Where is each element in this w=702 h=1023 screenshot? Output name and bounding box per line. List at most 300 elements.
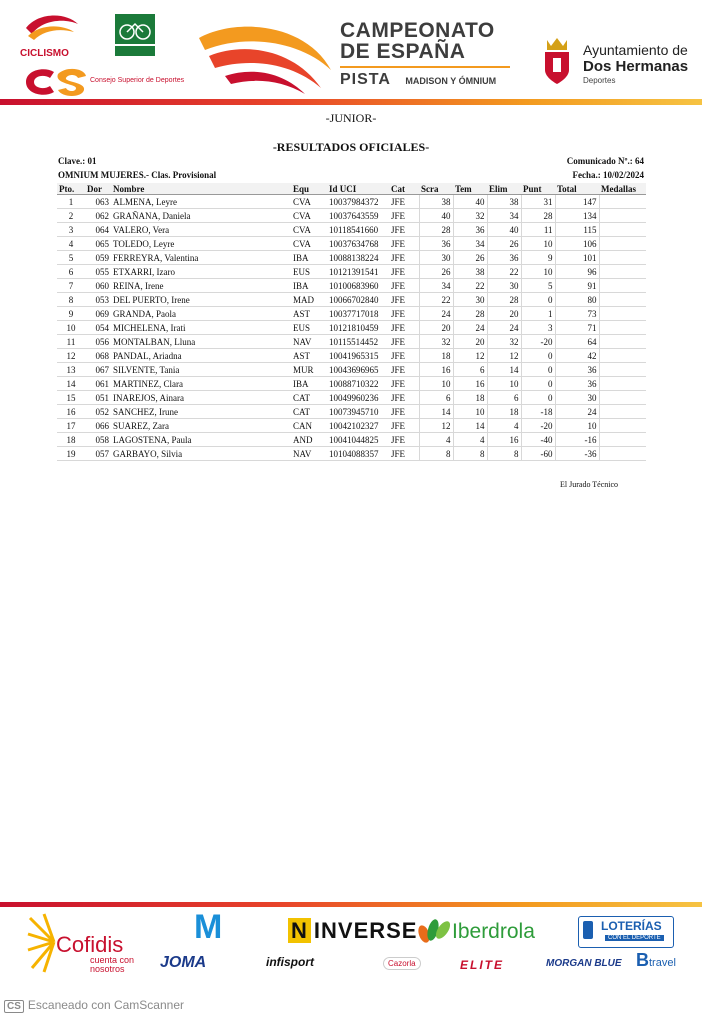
table-cell: ETXARRI, Izaro — [111, 265, 291, 279]
event-title — [340, 20, 510, 89]
table-cell: 056 — [85, 335, 111, 349]
table-row — [57, 377, 646, 391]
table-cell: 14 — [419, 405, 453, 419]
table-cell: -40 — [521, 433, 555, 447]
table-cell: 063 — [85, 195, 111, 209]
table-cell: 36 — [555, 377, 599, 391]
table-cell: 10 — [57, 321, 85, 335]
table-cell: 96 — [555, 265, 599, 279]
table-cell: 38 — [453, 265, 487, 279]
table-cell: CAT — [291, 391, 327, 405]
table-cell: 6 — [487, 391, 521, 405]
discipline-subtitle: MADISON Y ÓMNIUM — [405, 76, 497, 86]
table-row — [57, 405, 646, 419]
table-row — [57, 293, 646, 307]
iberdrola-logo: Iberdrola — [452, 920, 535, 943]
title-line-2: DE ESPAÑA — [340, 40, 466, 63]
loterias-logo — [578, 916, 674, 948]
table-cell: 064 — [85, 223, 111, 237]
table-cell: -16 — [555, 433, 599, 447]
table-cell: 12 — [57, 349, 85, 363]
event-label: OMNIUM MUJERES.- Clas. Provisional — [58, 170, 217, 180]
table-cell: JFE — [389, 307, 419, 321]
table-cell: 30 — [453, 293, 487, 307]
col-header: Cat — [389, 183, 419, 195]
table-cell — [599, 433, 646, 447]
table-cell: NAV — [291, 335, 327, 349]
table-cell: 18 — [57, 433, 85, 447]
table-cell: 22 — [419, 293, 453, 307]
col-header: Elim — [487, 183, 521, 195]
results-heading: -RESULTADOS OFICIALES- — [272, 140, 430, 154]
table-cell: JFE — [389, 237, 419, 251]
table-cell: 060 — [85, 279, 111, 293]
table-cell: EUS — [291, 265, 327, 279]
table-cell: 18 — [419, 349, 453, 363]
btravel-logo — [636, 950, 676, 971]
table-cell: MICHELENA, Irati — [111, 321, 291, 335]
col-header: Pto. — [57, 183, 85, 195]
inverse-text: INVERSE — [313, 918, 418, 943]
table-cell: 5 — [521, 279, 555, 293]
table-cell: JFE — [389, 391, 419, 405]
table-cell: VALERO, Vera — [111, 223, 291, 237]
table-cell: 101 — [555, 251, 599, 265]
btravel-mark-icon: B — [636, 950, 649, 970]
table-cell: 32 — [419, 335, 453, 349]
table-cell: TOLEDO, Leyre — [111, 237, 291, 251]
table-cell: 14 — [57, 377, 85, 391]
table-cell: 28 — [419, 223, 453, 237]
table-cell: 16 — [487, 433, 521, 447]
table-cell: JFE — [389, 349, 419, 363]
table-cell: 0 — [521, 377, 555, 391]
table-cell: 20 — [419, 321, 453, 335]
table-cell: 26 — [453, 251, 487, 265]
ayto-line-3: Deportes — [583, 76, 616, 85]
table-cell — [599, 195, 646, 209]
table-cell: 134 — [555, 209, 599, 223]
table-header-row — [57, 183, 646, 195]
table-cell: 36 — [487, 251, 521, 265]
clave-label: Clave.: 01 — [58, 156, 97, 166]
table-cell: 91 — [555, 279, 599, 293]
table-cell: 71 — [555, 321, 599, 335]
results-table — [57, 183, 646, 461]
col-header: Scra — [419, 183, 453, 195]
discipline-line — [340, 66, 510, 89]
table-cell: 8 — [453, 447, 487, 461]
camscanner-watermark — [4, 998, 184, 1013]
table-cell: 34 — [453, 237, 487, 251]
table-cell: 054 — [85, 321, 111, 335]
table-cell: 062 — [85, 209, 111, 223]
table-cell: -60 — [521, 447, 555, 461]
table-cell: 28 — [453, 307, 487, 321]
table-cell: 42 — [555, 349, 599, 363]
comunicado-label: Comunicado Nº.: 64 — [566, 156, 644, 166]
table-cell: 38 — [419, 195, 453, 209]
table-cell: PANDAL, Ariadna — [111, 349, 291, 363]
table-cell — [599, 209, 646, 223]
table-cell: 10 — [521, 265, 555, 279]
table-cell: DEL PUERTO, Irene — [111, 293, 291, 307]
table-cell: 16 — [419, 363, 453, 377]
table-cell — [599, 419, 646, 433]
table-cell: 10 — [555, 419, 599, 433]
event-row — [58, 170, 646, 180]
coat-of-arms-icon — [541, 36, 573, 86]
table-cell: 32 — [453, 209, 487, 223]
table-cell: SILVENTE, Tania — [111, 363, 291, 377]
table-cell: 069 — [85, 307, 111, 321]
table-row — [57, 363, 646, 377]
table-cell: 051 — [85, 391, 111, 405]
header-divider — [0, 99, 702, 105]
footer-divider — [0, 902, 702, 907]
table-cell: 10 — [521, 237, 555, 251]
table-cell: JFE — [389, 209, 419, 223]
btravel-text: travel — [649, 957, 676, 969]
table-cell: 9 — [521, 251, 555, 265]
table-cell — [599, 391, 646, 405]
table-cell: 26 — [419, 265, 453, 279]
ayuntamiento-logo — [583, 42, 688, 86]
table-cell — [599, 307, 646, 321]
ayto-line-1: Ayuntamiento de — [583, 42, 688, 58]
table-cell: 38 — [487, 195, 521, 209]
andalucia-federation-logo — [113, 12, 157, 58]
table-cell — [599, 335, 646, 349]
table-cell: JFE — [389, 321, 419, 335]
loterias-subtext: CON EL DEPORTE — [605, 935, 664, 941]
cofidis-logo: Cofidis — [56, 932, 124, 957]
table-cell: 16 — [453, 377, 487, 391]
loterias-text: LOTERÍAS — [601, 919, 662, 933]
table-row — [57, 391, 646, 405]
table-cell — [599, 447, 646, 461]
table-cell: CVA — [291, 209, 327, 223]
table-cell: JFE — [389, 433, 419, 447]
table-cell: 068 — [85, 349, 111, 363]
col-header: Dor — [85, 183, 111, 195]
table-cell: 6 — [419, 391, 453, 405]
table-cell: 6 — [57, 265, 85, 279]
table-cell: 147 — [555, 195, 599, 209]
table-cell: 32 — [487, 335, 521, 349]
movistar-logo: M — [194, 908, 223, 946]
table-cell: 053 — [85, 293, 111, 307]
table-cell: 10104088357 — [327, 447, 389, 461]
table-cell: JFE — [389, 223, 419, 237]
table-cell: 11 — [521, 223, 555, 237]
table-cell: FERREYRA, Valentina — [111, 251, 291, 265]
category-title: -JUNIOR- — [325, 111, 377, 125]
table-cell: 10073945710 — [327, 405, 389, 419]
table-cell: JFE — [389, 279, 419, 293]
table-row — [57, 251, 646, 265]
table-cell: 30 — [487, 279, 521, 293]
table-cell: 10121810459 — [327, 321, 389, 335]
morgan-blue-logo: MORGAN BLUE — [546, 958, 622, 969]
table-cell: 10088710322 — [327, 377, 389, 391]
table-cell: 20 — [487, 307, 521, 321]
title-line-1: CAMPEONATO — [340, 19, 495, 42]
table-cell: MAD — [291, 293, 327, 307]
table-cell: 28 — [521, 209, 555, 223]
table-cell: 24 — [555, 405, 599, 419]
table-cell: 5 — [57, 251, 85, 265]
table-cell: 10115514452 — [327, 335, 389, 349]
table-cell: CVA — [291, 195, 327, 209]
table-cell: 14 — [453, 419, 487, 433]
table-cell: 115 — [555, 223, 599, 237]
table-cell: JFE — [389, 251, 419, 265]
table-cell: 24 — [419, 307, 453, 321]
table-cell: 0 — [521, 391, 555, 405]
col-header: Nombre — [111, 183, 291, 195]
clave-row — [58, 156, 646, 166]
table-cell — [599, 377, 646, 391]
table-cell: 8 — [487, 447, 521, 461]
table-cell: 0 — [521, 349, 555, 363]
iberdrola-leaf-icon — [416, 916, 450, 944]
table-cell: AST — [291, 307, 327, 321]
table-cell: GRANDA, Paola — [111, 307, 291, 321]
table-row — [57, 223, 646, 237]
table-cell: -36 — [555, 447, 599, 461]
event-swoosh-graphic — [195, 18, 335, 96]
table-cell: 18 — [487, 405, 521, 419]
table-cell: 10 — [453, 405, 487, 419]
table-cell: 8 — [57, 293, 85, 307]
table-row — [57, 349, 646, 363]
table-cell: 106 — [555, 237, 599, 251]
table-cell: JFE — [389, 419, 419, 433]
col-header: Total — [555, 183, 599, 195]
fecha-label: Fecha.: 10/02/2024 — [572, 170, 644, 180]
table-cell: 14 — [487, 363, 521, 377]
table-cell: REINA, Irene — [111, 279, 291, 293]
table-cell: JFE — [389, 195, 419, 209]
table-cell: 057 — [85, 447, 111, 461]
inverse-logo — [288, 918, 417, 944]
table-cell: JFE — [389, 377, 419, 391]
table-cell — [599, 237, 646, 251]
table-cell: CVA — [291, 223, 327, 237]
table-cell: 1 — [57, 195, 85, 209]
table-cell: 3 — [521, 321, 555, 335]
table-cell: 8 — [419, 447, 453, 461]
camscanner-text: Escaneado con CamScanner — [27, 998, 184, 1012]
table-cell: NAV — [291, 447, 327, 461]
ayto-line-2: Dos Hermanas — [583, 58, 689, 75]
table-cell: 2 — [57, 209, 85, 223]
table-cell: 40 — [487, 223, 521, 237]
table-cell: 10049960236 — [327, 391, 389, 405]
table-cell: 10042102327 — [327, 419, 389, 433]
table-cell: 10037984372 — [327, 195, 389, 209]
col-header: Id UCI — [327, 183, 389, 195]
table-cell: 12 — [487, 349, 521, 363]
table-cell: 4 — [453, 433, 487, 447]
col-header: Punt — [521, 183, 555, 195]
table-row — [57, 447, 646, 461]
table-cell — [599, 363, 646, 377]
table-cell: 6 — [453, 363, 487, 377]
table-cell: 0 — [521, 293, 555, 307]
table-cell: 10043696965 — [327, 363, 389, 377]
table-cell: MUR — [291, 363, 327, 377]
table-row — [57, 279, 646, 293]
table-cell: 10121391541 — [327, 265, 389, 279]
table-cell: 058 — [85, 433, 111, 447]
pista-label: PISTA — [340, 71, 391, 88]
table-cell: 10066702840 — [327, 293, 389, 307]
table-cell: 34 — [487, 209, 521, 223]
table-cell: JFE — [389, 405, 419, 419]
col-header: Tem — [453, 183, 487, 195]
table-cell: 34 — [419, 279, 453, 293]
table-cell: 73 — [555, 307, 599, 321]
table-cell: 4 — [487, 419, 521, 433]
table-cell: SUAREZ, Zara — [111, 419, 291, 433]
results-table-body — [57, 195, 646, 461]
table-cell — [599, 349, 646, 363]
table-cell: -20 — [521, 419, 555, 433]
table-cell: IBA — [291, 279, 327, 293]
table-cell: -20 — [521, 335, 555, 349]
table-cell: 40 — [453, 195, 487, 209]
table-row — [57, 237, 646, 251]
table-cell — [599, 251, 646, 265]
table-cell: JFE — [389, 265, 419, 279]
signature-label: El Jurado Técnico — [560, 480, 619, 489]
page-header — [0, 0, 702, 106]
cofidis-sun-icon — [28, 912, 56, 974]
table-cell: 1 — [521, 307, 555, 321]
table-cell: 10 — [419, 377, 453, 391]
table-row — [57, 209, 646, 223]
table-cell: 31 — [521, 195, 555, 209]
cazorla-logo: Cazorla — [383, 957, 421, 970]
table-cell — [599, 405, 646, 419]
table-row — [57, 195, 646, 209]
table-cell: 16 — [57, 405, 85, 419]
table-cell: 7 — [57, 279, 85, 293]
table-cell: IBA — [291, 377, 327, 391]
table-cell: 36 — [453, 223, 487, 237]
table-cell: 9 — [57, 307, 85, 321]
table-cell: MARTINEZ, Clara — [111, 377, 291, 391]
table-cell: 19 — [57, 447, 85, 461]
table-cell: 22 — [487, 265, 521, 279]
table-cell: 10037717018 — [327, 307, 389, 321]
table-cell: 12 — [419, 419, 453, 433]
table-cell: LAGOSTENA, Paula — [111, 433, 291, 447]
table-cell: 12 — [453, 349, 487, 363]
table-cell: JFE — [389, 335, 419, 349]
table-cell: 061 — [85, 377, 111, 391]
table-cell: 066 — [85, 419, 111, 433]
table-cell: IBA — [291, 251, 327, 265]
table-cell: 055 — [85, 265, 111, 279]
table-cell: EUS — [291, 321, 327, 335]
table-cell: 13 — [57, 363, 85, 377]
table-row — [57, 321, 646, 335]
table-cell: 28 — [487, 293, 521, 307]
table-cell: 30 — [555, 391, 599, 405]
table-cell: 3 — [57, 223, 85, 237]
col-header: Medallas — [599, 183, 646, 195]
table-cell: 36 — [555, 363, 599, 377]
table-cell: JFE — [389, 447, 419, 461]
table-row — [57, 307, 646, 321]
cofidis-tagline: cuenta con nosotros — [90, 955, 135, 974]
table-cell: 18 — [453, 391, 487, 405]
table-row — [57, 433, 646, 447]
col-header: Equ — [291, 183, 327, 195]
table-cell: INAREJOS, Ainara — [111, 391, 291, 405]
table-cell: JFE — [389, 363, 419, 377]
table-cell — [599, 265, 646, 279]
table-cell: 10088138224 — [327, 251, 389, 265]
table-cell: JFE — [389, 293, 419, 307]
rfec-ciclismo-logo — [18, 10, 88, 62]
csd-logo-text: Consejo Superior de Deportes — [90, 77, 185, 84]
table-cell: 10037643559 — [327, 209, 389, 223]
table-cell — [599, 279, 646, 293]
table-cell: 10118541660 — [327, 223, 389, 237]
ciclismo-logo-text: CICLISMO — [20, 48, 69, 59]
table-cell: 36 — [419, 237, 453, 251]
table-cell: CAN — [291, 419, 327, 433]
table-cell: 40 — [419, 209, 453, 223]
table-cell: 20 — [453, 335, 487, 349]
table-cell: ALMENA, Leyre — [111, 195, 291, 209]
camscanner-icon: CS — [4, 1000, 24, 1013]
table-cell: 11 — [57, 335, 85, 349]
inverse-mark-icon: N — [288, 918, 311, 943]
table-cell: SANCHEZ, Irune — [111, 405, 291, 419]
table-cell: 24 — [487, 321, 521, 335]
table-cell: -18 — [521, 405, 555, 419]
table-cell: 17 — [57, 419, 85, 433]
table-cell: 067 — [85, 363, 111, 377]
table-cell: 26 — [487, 237, 521, 251]
table-cell: 4 — [57, 237, 85, 251]
table-cell: GRAÑANA, Daniela — [111, 209, 291, 223]
table-cell: 15 — [57, 391, 85, 405]
table-row — [57, 419, 646, 433]
table-cell: 052 — [85, 405, 111, 419]
table-cell: 22 — [453, 279, 487, 293]
table-cell: 4 — [419, 433, 453, 447]
table-cell: 10041044825 — [327, 433, 389, 447]
table-cell: GARBAYO, Silvia — [111, 447, 291, 461]
joma-logo: JOMA — [160, 954, 207, 971]
table-cell: 059 — [85, 251, 111, 265]
table-cell: 24 — [453, 321, 487, 335]
table-cell: 64 — [555, 335, 599, 349]
table-cell: 10041965315 — [327, 349, 389, 363]
table-cell: AND — [291, 433, 327, 447]
table-cell: MONTALBAN, Lluna — [111, 335, 291, 349]
table-cell: 10 — [487, 377, 521, 391]
elite-logo: ELITE — [460, 958, 505, 972]
table-cell: 30 — [419, 251, 453, 265]
table-row — [57, 265, 646, 279]
